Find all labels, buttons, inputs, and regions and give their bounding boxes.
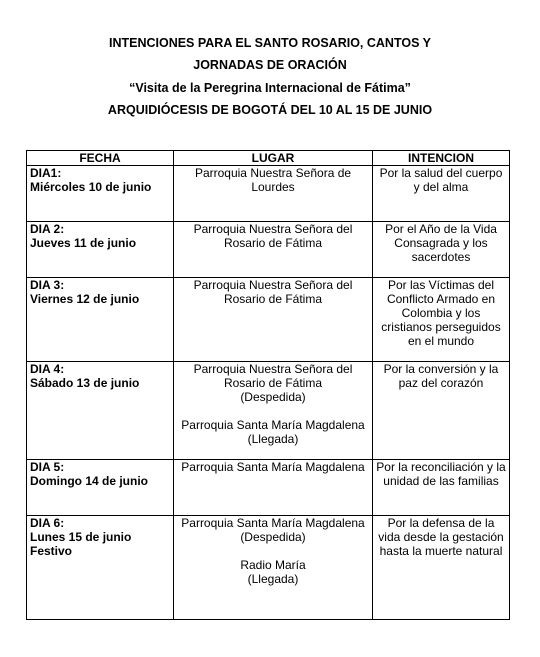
lugar-cell [174, 362, 373, 460]
lugar-cell: Parroquia Nuestra Señora del Rosario de Fátima [174, 222, 373, 278]
subtitle-visit: “Visita de la Peregrina Internacional de Fátima” [129, 81, 411, 95]
lugar-note: (Llegada) [247, 572, 299, 586]
schedule-table [26, 150, 510, 620]
day-label: DIA 4: [30, 362, 65, 376]
intencion-cell: Por las Víctimas del Conflicto Armado en Colombia y los cristianos perseguidos en el mundo [373, 278, 510, 362]
date-label: Domingo 14 de junio [30, 474, 149, 488]
fecha-cell [27, 222, 174, 278]
intencion-cell: Por la defensa de la vida desde la gestación hasta la muerte natural [373, 516, 510, 620]
fecha-cell [27, 278, 174, 362]
fecha-cell [27, 362, 174, 460]
title-line-2: JORNADAS DE ORACIÓN [193, 58, 347, 72]
table-row [27, 278, 510, 362]
lugar-note: (Llegada) [247, 432, 299, 446]
date-label: Viernes 12 de junio [30, 292, 140, 306]
table-row [27, 516, 510, 620]
intencion-cell: Por el Año de la Vida Consagrada y los sacerdotes [373, 222, 510, 278]
lugar-name: Parroquia Nuestra Señora del Rosario de Fátima [193, 362, 353, 390]
table-row [27, 362, 510, 460]
table-row [27, 166, 510, 222]
lugar-cell: Parroquia Nuestra Señora de Lourdes [174, 166, 373, 222]
table-row [27, 222, 510, 278]
fecha-cell [27, 166, 174, 222]
lugar-note: (Despedida) [240, 530, 306, 544]
column-header-intencion: INTENCION [373, 151, 510, 166]
date-label: Jueves 11 de junio [30, 236, 137, 250]
table-row [27, 460, 510, 516]
intencion-cell: Por la reconciliación y la unidad de las familias [373, 460, 510, 516]
intencion-cell: Por la salud del cuerpo y del alma [373, 166, 510, 222]
fecha-cell [27, 516, 174, 620]
lugar-cell: Parroquia Nuestra Señora del Rosario de Fátima [174, 278, 373, 362]
lugar-name: Parroquia Santa María Magdalena [181, 516, 365, 530]
intencion-cell: Por la conversión y la paz del corazón [373, 362, 510, 460]
lugar-cell: Parroquia Santa María Magdalena [174, 460, 373, 516]
date-label: Lunes 15 de junio [30, 530, 132, 544]
title-line-1: INTENCIONES PARA EL SANTO ROSARIO, CANTOS Y [108, 36, 432, 50]
day-label: DIA 6: [30, 516, 65, 530]
day-label: DIA 5: [30, 460, 65, 474]
table-header-row [27, 151, 510, 166]
date-label: Miércoles 10 de junio [30, 180, 152, 194]
subtitle-archdiocese-dates: ARQUIDIÓCESIS DE BOGOTÁ DEL 10 AL 15 DE JUNIO [107, 103, 433, 117]
day-label: DIA1: [30, 166, 62, 180]
lugar-cell [174, 516, 373, 620]
lugar-note: (Despedida) [240, 390, 306, 404]
lugar-name: Parroquia Santa María Magdalena [181, 418, 365, 432]
lugar-name: Radio María [240, 558, 306, 572]
fecha-cell [27, 460, 174, 516]
day-label: DIA 2: [30, 222, 65, 236]
holiday-label: Festivo [30, 544, 73, 558]
date-label: Sábado 13 de junio [30, 376, 140, 390]
column-header-fecha: FECHA [27, 151, 174, 166]
day-label: DIA 3: [30, 278, 65, 292]
column-header-lugar: LUGAR [174, 151, 373, 166]
